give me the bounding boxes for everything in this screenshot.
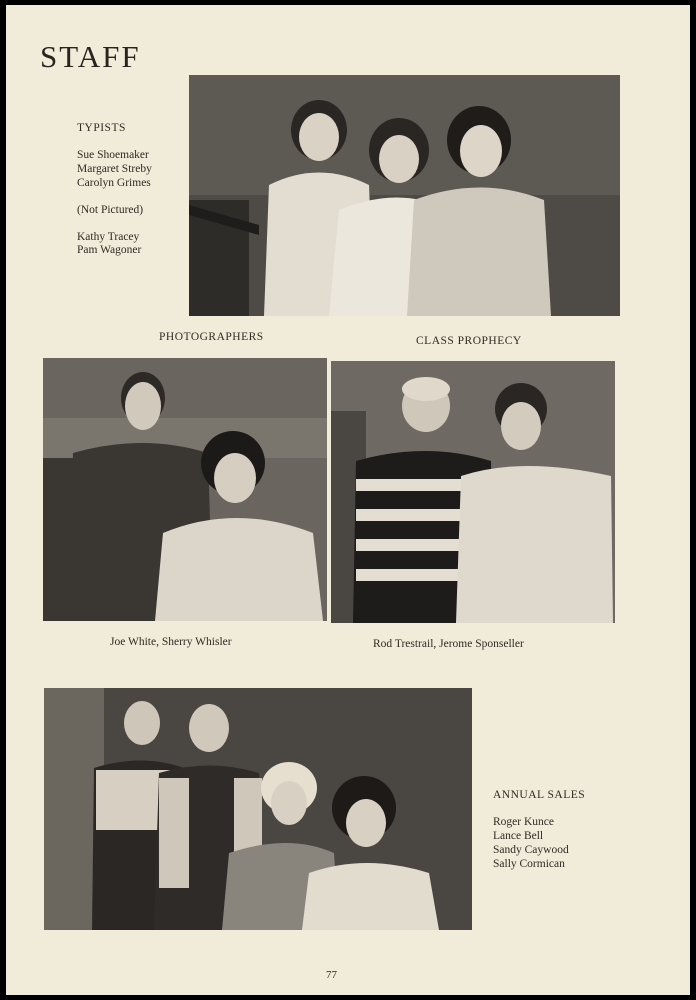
photographers-caption: Joe White, Sherry Whisler: [110, 636, 232, 648]
typists-photo: [189, 75, 620, 316]
annual-sales-heading: ANNUAL SALES: [493, 789, 586, 801]
typists-name: Sue Shoemaker: [77, 149, 149, 161]
not-pictured-name: Kathy Tracey: [77, 231, 140, 243]
not-pictured-name: Pam Wagoner: [77, 244, 142, 256]
page-number: 77: [326, 969, 337, 981]
annual-sales-name: Sandy Caywood: [493, 844, 569, 856]
typists-heading: TYPISTS: [77, 122, 126, 134]
not-pictured-label: (Not Pictured): [77, 204, 144, 216]
photographers-heading: PHOTOGRAPHERS: [159, 331, 264, 343]
annual-sales-name: Roger Kunce: [493, 816, 554, 828]
typists-name: Margaret Streby: [77, 163, 152, 175]
class-prophecy-heading: CLASS PROPHECY: [416, 335, 522, 347]
class-prophecy-caption: Rod Trestrail, Jerome Sponseller: [373, 638, 524, 650]
annual-sales-name: Lance Bell: [493, 830, 544, 842]
typists-name: Carolyn Grimes: [77, 177, 151, 189]
photographers-photo: [43, 358, 327, 621]
page-title: STAFF: [40, 39, 141, 74]
annual-sales-photo: [44, 688, 472, 930]
class-prophecy-photo: [331, 361, 615, 623]
annual-sales-name: Sally Cormican: [493, 858, 565, 870]
yearbook-page: [6, 5, 690, 995]
